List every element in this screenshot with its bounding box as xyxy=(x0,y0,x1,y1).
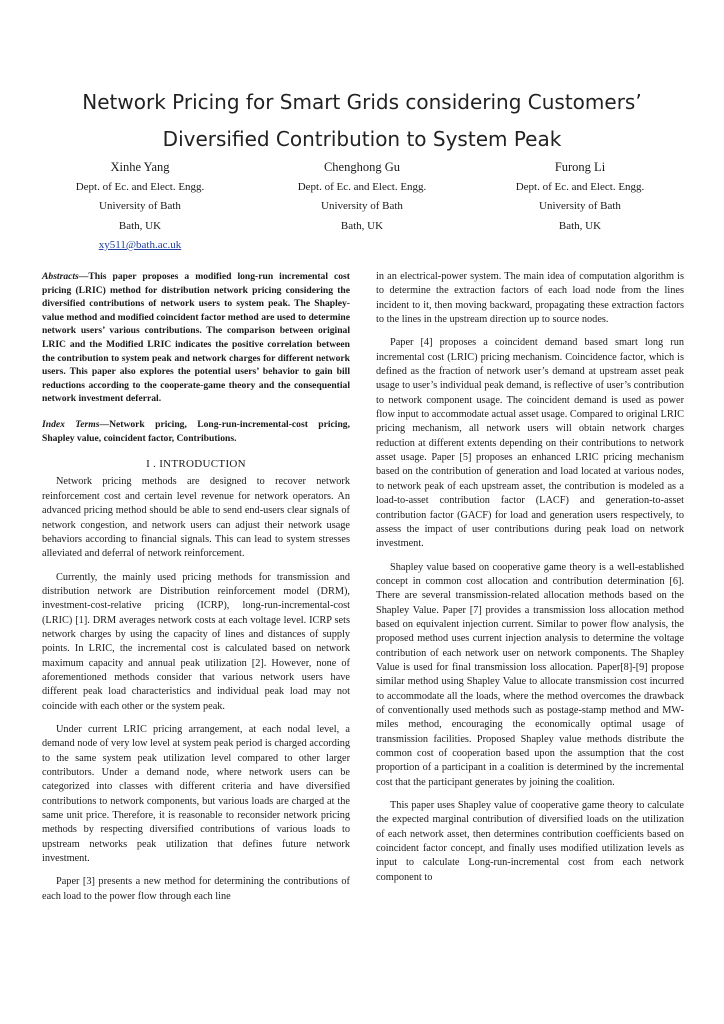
paragraph: Currently, the mainly used pricing methods for transmission and distribution network are Distribution reinforcement model (DRM), investment-cost-relative pricing (ICRP), long-run-incremental-cost (LRIC) [1]. DRM averages network costs at each voltage level. ICRP sets network charges by using the capacity of lines and distances of supply points. In LRIC, the incremental cost is calculated based on network maximum capacity and annual peak utilization [2]. However, none of aforementioned methods consider that various network users have different peak load characteristics and individual peak load may not coincide with each other or the system peak. xyxy=(42,571,350,712)
index-terms xyxy=(42,418,350,445)
paragraph: Network pricing methods are designed to recover network reinforcement cost and certain level revenue for network operators. An advanced pricing method should be able to send end-users clear signals of network congestion, and network users can adjust their network usage behaviors according to financial signals. This can lead to system stresses alleviated and deferral of network reinforcement. xyxy=(42,476,350,560)
author-location: Bath, UK xyxy=(118,219,162,232)
author-1 xyxy=(30,158,250,256)
paper-title xyxy=(40,84,684,158)
author-2 xyxy=(252,158,472,236)
author-univ: University of Bath xyxy=(321,200,403,212)
author-dept: Dept. of Ec. and Elect. Engg. xyxy=(75,180,205,193)
title-line-2: Diversified Contribution to System Peak xyxy=(162,127,562,151)
paragraph: This paper uses Shapley value of cooperative game theory to calculate the expected marginal contribution of diversified loads on the utilization of each network asset, then determines contribution coefficients based on coincident factor concept, and finally uses modified utilization levels as input to calculate Long-run-incremental cost from each network component to xyxy=(376,800,684,883)
author-univ: University of Bath xyxy=(99,200,181,212)
author-dept: Dept. of Ec. and Elect. Engg. xyxy=(297,180,427,193)
index-terms-label: Index Terms xyxy=(42,418,100,430)
paragraph: Shapley value based on cooperative game theory is a well-established concept in common cost allocation and contribution determination [6]. There are several transmission-related allocation methods based on the Shapley Value. Paper [7] provides a transmission loss allocation method based on equivalent injection current. Similar to power flow analysis, the proposed method uses current injection analysis to determine the voltage contribution of each network user on network components. The Shapley Value is used for final transmission loss allocation. Paper[8]-[9] propose similar method using Shapley Value to allocate transmission cost incurred to accommodate all the loads, where the method overcomes the drawback of conventionally used methods such as postage-stamp method and MW-miles method, encouraging the economically optimal usage of transmission facilities. Proposed Shapley value methods distribute the common cost of cooperation based upon the assumption that the cost proportion of a participant in a coalition is determined by the incremental cost that the participant generates by joining the coalition. xyxy=(376,561,684,788)
abstract-text: —This paper proposes a modified long-run incremental cost pricing (LRIC) method for distribution network pricing considering the diversified contributions of network users to system peak. The Shapley-value method and modified coincident factor method are used to determine network users’ various contributions. The comparison between original LRIC and the Modified LRIC indicates the positive correlation between the contribution to system peak and network charges for different network users. This paper also explores the potential users’ behavior to gain bill reductions according to the cooperate-game theory and the consequential network investment deferral. xyxy=(42,271,350,405)
paragraph: Under current LRIC pricing arrangement, at each nodal level, a demand node of very low level at system peak period is charged according to the same system peak utilization level compared to other larger contributors. Under a demand node, where network users can be categorized into classes with different criteria and have diversified contributions to network components, but various loads are charged at the same unit price. Therefore, it is reasonable to reconsider network pricing methods by respecting diversified contributions of various loads to upstream networks peak utilization that defines future network investment. xyxy=(42,723,350,865)
author-univ: University of Bath xyxy=(539,200,621,212)
author-name: Chenghong Gu xyxy=(323,160,401,174)
section-heading-introduction: I . INTRODUCTION xyxy=(146,458,246,471)
paragraph: Paper [3] presents a new method for determining the contributions of each load to the power flow through each line xyxy=(42,876,350,902)
right-column xyxy=(376,270,684,894)
author-dept: Dept. of Ec. and Elect. Engg. xyxy=(515,180,645,193)
abstract xyxy=(42,270,350,406)
abstract-label: Abstracts xyxy=(42,271,79,282)
author-3 xyxy=(470,158,690,236)
author-email-link[interactable]: xy511@bath.ac.uk xyxy=(98,239,182,251)
author-name: Furong Li xyxy=(554,160,606,174)
index-terms-text: —Network pricing, Long-run-incremental-cost pricing, Shapley value, coincident factor, Contributions. xyxy=(42,418,350,444)
author-location: Bath, UK xyxy=(340,219,384,232)
paragraph: in an electrical-power system. The main idea of computation algorithm is to determine the extraction factors of each load node from the lines incident to it, then moving backward, propagating these extraction factors to the lines in the upstream direction up to source nodes. xyxy=(376,271,684,326)
title-line-1: Network Pricing for Smart Grids considering Customers’ xyxy=(82,90,642,114)
left-column xyxy=(42,270,350,913)
author-name: Xinhe Yang xyxy=(110,160,170,174)
paragraph: Paper [4] proposes a coincident demand based smart long run incremental cost (LRIC) pricing mechanism. Coincidence factor, which is defined as the fraction of network user’s demand at upstream asset peak usage to user’s individual peak demand, is reflective of user’s contribution to network component usage. The coincident demand is used as power flow input to accommodate actual asset usage. Compared to original LRIC pricing mechanism, all network users will obtain network charges reduction at different extents depending on their contributions to network asset usage. Paper [5] proposes an enhanced LRIC pricing mechanism based on the contribution of generation and load located at various nodes, to network peak of each upstream asset, the contribution is modeled as a load-to-asset contribution factor (LACF) and generation-to-asset contribution factor (GACF) for load and generation users respectively, to assess the impact of user contributions during peak load on network investment. xyxy=(376,337,684,550)
author-location: Bath, UK xyxy=(558,219,602,232)
